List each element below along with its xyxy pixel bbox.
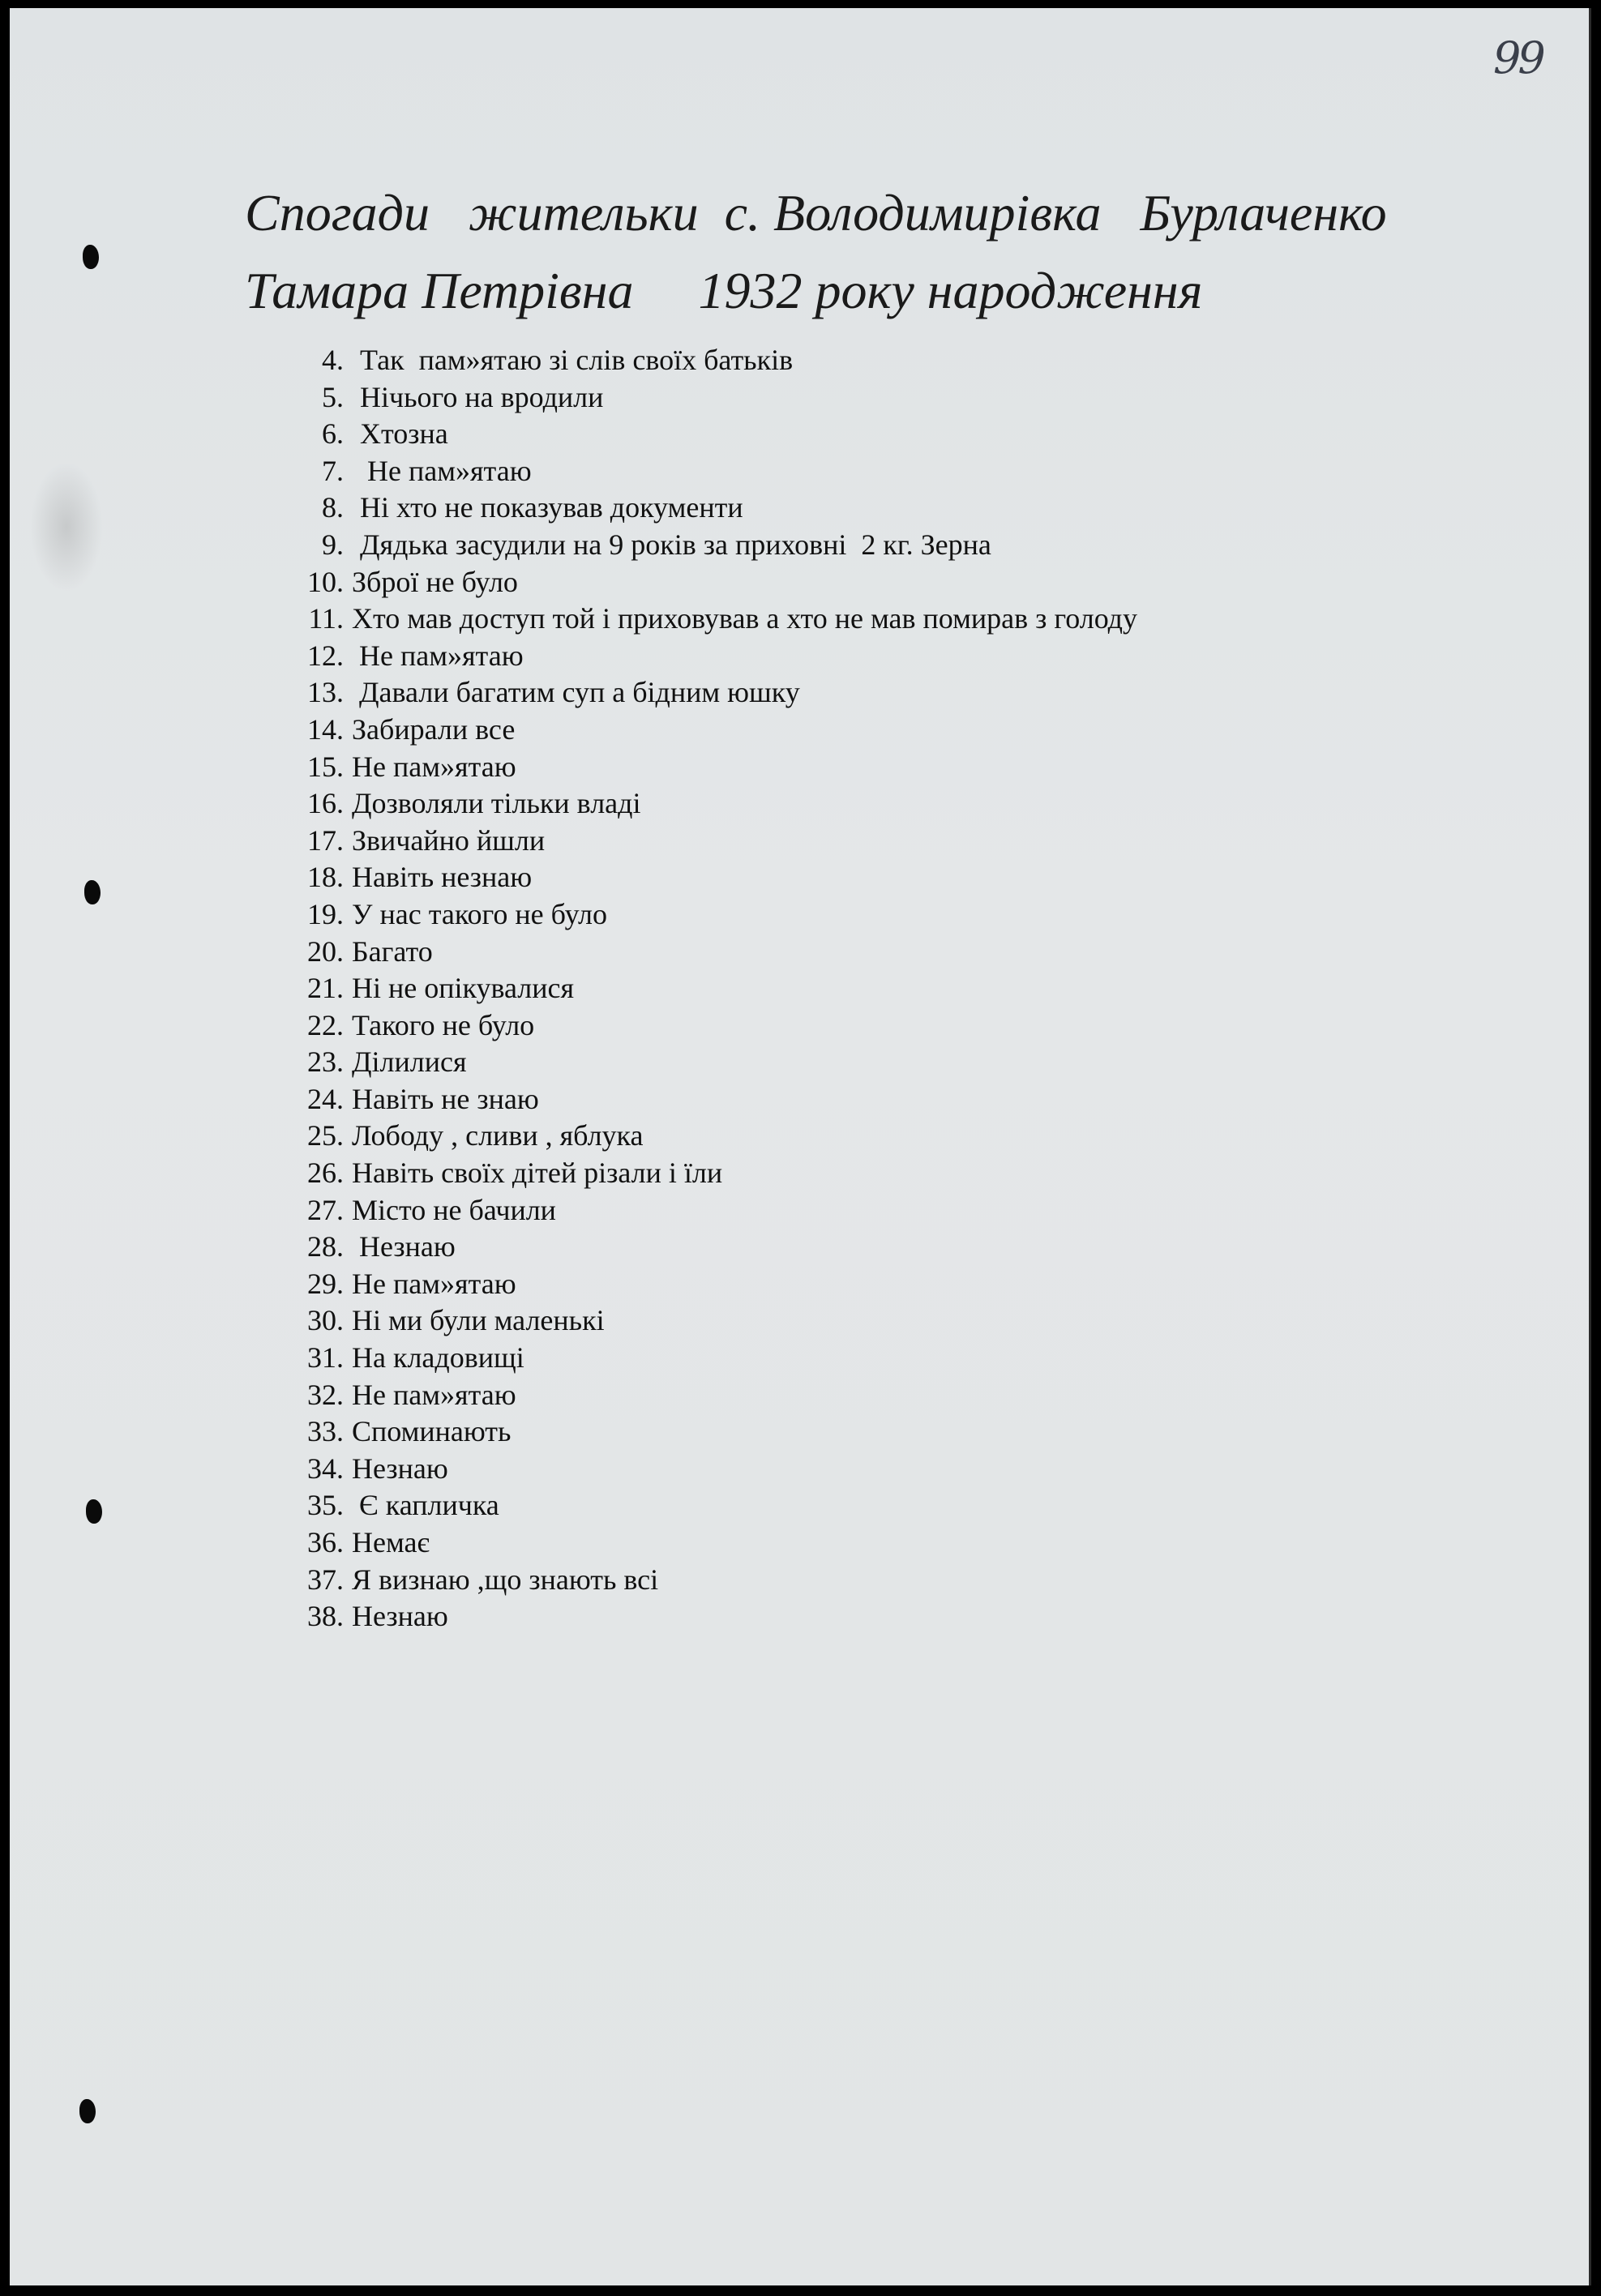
answer-item	[285, 1118, 1339, 1155]
answer-number: 28.	[307, 1230, 344, 1263]
answer-text: Місто не бачили	[352, 1193, 556, 1226]
answer-item	[285, 342, 1339, 379]
answer-item	[285, 1598, 1339, 1635]
answer-text: Я визнаю ,що знають всі	[352, 1563, 659, 1596]
answer-text: Давали багатим суп а бідним юшку	[352, 676, 800, 709]
title-line-1: Спогади жительки с. Володимирівка Бурлаченко	[245, 184, 1387, 242]
answer-item	[285, 1562, 1339, 1599]
answer-item	[285, 1081, 1339, 1118]
answer-item	[285, 416, 1339, 453]
answer-item	[285, 1229, 1339, 1266]
punch-hole	[86, 1499, 102, 1524]
answer-item	[285, 896, 1339, 934]
answer-number: 34.	[307, 1452, 344, 1485]
answer-item	[285, 1044, 1339, 1081]
answer-item	[285, 564, 1339, 601]
document-title	[245, 174, 1461, 330]
answer-item	[285, 1266, 1339, 1303]
answer-text: Не пам»ятаю	[352, 750, 516, 783]
answer-number: 18.	[307, 861, 344, 894]
answer-number: 37.	[307, 1563, 344, 1596]
answer-item	[285, 1192, 1339, 1229]
answer-text: Звичайно йшли	[352, 823, 546, 857]
answer-text: Незнаю	[352, 1600, 448, 1633]
answer-text: Такого не було	[352, 1008, 535, 1041]
answer-text: Навіть не знаю	[352, 1082, 539, 1115]
answer-text: Дядька засудили на 9 років за приховні 2 кг. Зерна	[360, 528, 991, 561]
answer-text: Лободу , сливи , яблука	[352, 1119, 644, 1152]
answer-number: 20.	[307, 934, 344, 968]
answer-text: Хтозна	[360, 417, 448, 451]
answer-item	[285, 601, 1339, 638]
answer-number: 13.	[307, 676, 344, 709]
answer-number: 9.	[322, 528, 344, 561]
answer-number: 27.	[307, 1193, 344, 1226]
answer-text: Незнаю	[352, 1452, 448, 1485]
answer-number: 38.	[307, 1600, 344, 1633]
answer-item	[285, 785, 1339, 823]
answer-number: 31.	[307, 1341, 344, 1375]
answer-number: 35.	[307, 1489, 344, 1522]
answer-number: 22.	[307, 1008, 344, 1041]
answer-number: 24.	[307, 1082, 344, 1115]
punch-hole	[79, 2099, 96, 2123]
answer-text: Не пам»ятаю	[352, 639, 524, 672]
punch-hole	[83, 245, 99, 269]
answers-list	[285, 342, 1339, 1635]
answer-number: 30.	[307, 1304, 344, 1337]
answer-item	[285, 970, 1339, 1007]
answer-number: 4.	[322, 344, 344, 376]
answer-item	[285, 712, 1339, 749]
answer-text: Багато	[352, 934, 433, 968]
answer-item	[285, 1413, 1339, 1451]
answer-number: 8.	[322, 491, 344, 524]
answer-item	[285, 823, 1339, 860]
answer-text: Зброї не було	[352, 565, 518, 598]
answer-text: Споминають	[352, 1415, 512, 1448]
answer-text: У нас такого не було	[352, 897, 607, 930]
answer-number: 14.	[307, 712, 344, 746]
answer-text: На кладовищі	[352, 1341, 524, 1375]
answer-number: 23.	[307, 1045, 344, 1079]
answer-number: 7.	[322, 454, 344, 487]
answer-number: 16.	[307, 787, 344, 820]
answer-item	[285, 490, 1339, 527]
answer-item	[285, 638, 1339, 675]
answer-text: Навіть своїх дітей різали і їли	[352, 1157, 723, 1190]
answer-item	[285, 1340, 1339, 1377]
answer-item	[285, 453, 1339, 490]
document-page	[10, 8, 1591, 2285]
answer-number: 19.	[307, 897, 344, 930]
answer-text: Ні ми були маленькі	[352, 1304, 605, 1337]
answer-text: Ні хто не показував документи	[360, 491, 743, 524]
answer-number: 11.	[308, 602, 344, 635]
answer-number: 33.	[307, 1415, 344, 1448]
scan-smudge	[30, 462, 103, 592]
answer-item	[285, 749, 1339, 786]
answer-number: 36.	[307, 1526, 344, 1558]
answer-item	[285, 859, 1339, 896]
answer-number: 25.	[307, 1119, 344, 1152]
answer-text: Не пам»ятаю	[352, 1267, 516, 1300]
answer-text: Ні не опікувалися	[352, 972, 575, 1005]
answer-item	[285, 1377, 1339, 1414]
handwritten-page-number: 99	[1493, 32, 1543, 83]
answer-item	[285, 1524, 1339, 1562]
answer-text: Є капличка	[352, 1489, 499, 1522]
answer-text: Хто мав доступ той і приховував а хто не мав помирав з голоду	[352, 602, 1137, 635]
answer-item	[285, 1302, 1339, 1340]
answer-number: 29.	[307, 1267, 344, 1300]
answer-item	[285, 1487, 1339, 1524]
answer-number: 15.	[307, 750, 344, 783]
answer-item	[285, 527, 1339, 564]
answer-number: 21.	[307, 972, 344, 1005]
answer-item	[285, 1155, 1339, 1192]
answer-number: 32.	[307, 1378, 344, 1411]
answer-text: Забирали все	[352, 712, 516, 746]
answer-text: Так пам»ятаю зі слів своїх батьків	[360, 344, 794, 376]
answer-text: Не пам»ятаю	[352, 1378, 516, 1411]
answer-text: Дозволяли тільки владі	[352, 787, 641, 820]
answer-text: Нічього на вродили	[360, 380, 604, 413]
answer-text: Ділилися	[352, 1045, 467, 1079]
answer-text: Незнаю	[352, 1230, 456, 1263]
answer-number: 6.	[322, 417, 344, 451]
answer-item	[285, 934, 1339, 971]
answer-text: Навіть незнаю	[352, 861, 533, 894]
answer-item	[285, 379, 1339, 417]
answer-text: Не пам»ятаю	[360, 454, 532, 487]
answer-number: 5.	[322, 380, 344, 413]
answer-number: 26.	[307, 1157, 344, 1190]
answer-number: 12.	[307, 639, 344, 672]
answer-item	[285, 674, 1339, 712]
punch-hole	[84, 880, 101, 904]
answer-number: 10.	[307, 565, 344, 598]
answer-number: 17.	[307, 823, 344, 857]
answer-item	[285, 1007, 1339, 1045]
answer-text: Немає	[352, 1526, 430, 1558]
answer-item	[285, 1451, 1339, 1488]
title-line-2: Тамара Петрівна 1932 року народження	[245, 262, 1203, 319]
